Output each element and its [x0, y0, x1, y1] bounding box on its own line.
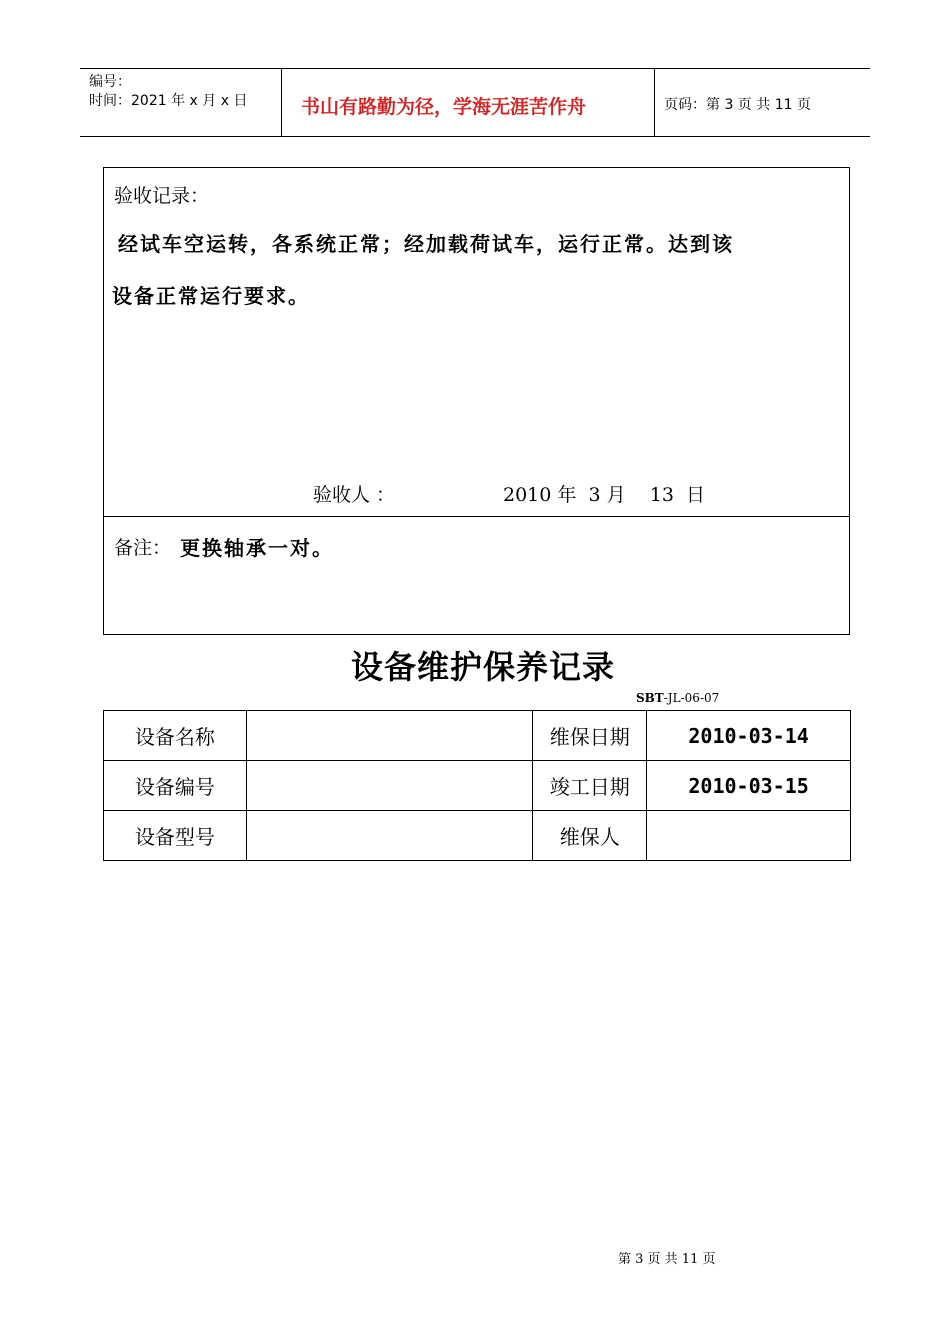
- document-title: 设备维护保养记录: [351, 648, 616, 686]
- maintainer-label: 维保人: [533, 811, 647, 861]
- completion-date-value: 2010-03-15: [647, 761, 851, 811]
- header-number: 编号：: [89, 74, 131, 90]
- header-top-rule: [80, 68, 870, 69]
- header-divider-right: [654, 68, 655, 136]
- acceptor-label: 验收人 ：: [313, 484, 396, 506]
- acceptance-divider: [103, 516, 850, 517]
- table-row: [104, 711, 851, 761]
- header-page-info: 页码：第 3 页 共 11 页: [664, 97, 811, 113]
- equipment-model-label: 设备型号: [104, 811, 247, 861]
- maintainer-value: [647, 811, 851, 861]
- maintenance-table: [103, 710, 851, 861]
- equipment-name-value: [246, 711, 533, 761]
- acceptance-record-label: 验收记录：: [114, 185, 210, 207]
- maintenance-date-value: 2010-03-14: [647, 711, 851, 761]
- equipment-number-label: 设备编号: [104, 761, 247, 811]
- completion-date-label: 竣工日期: [533, 761, 647, 811]
- header-time: 时间：2021 年 x 月 x 日: [89, 93, 248, 109]
- form-code-suffix: -JL-06-07: [663, 691, 720, 705]
- equipment-name-label: 设备名称: [104, 711, 247, 761]
- acceptance-date: 2010 年 3 月 13 日: [503, 484, 706, 506]
- header-bottom-rule: [80, 136, 870, 137]
- remarks-text: 更换轴承一对。: [180, 536, 334, 560]
- equipment-number-value: [246, 761, 533, 811]
- acceptance-record-line1: 经试车空运转，各系统正常；经加载荷试车，运行正常。达到该: [118, 232, 734, 256]
- page-footer: 第 3 页 共 11 页: [618, 1252, 716, 1267]
- acceptance-record-line2: 设备正常运行要求。: [112, 284, 310, 308]
- equipment-model-value: [246, 811, 533, 861]
- table-row: [104, 811, 851, 861]
- table-row: [104, 761, 851, 811]
- header-motto: 书山有路勤为径，学海无涯苦作舟: [301, 96, 587, 118]
- remarks-label: 备注：: [114, 537, 172, 559]
- form-code: [636, 691, 719, 705]
- form-code-prefix: SBT: [636, 691, 664, 705]
- header-divider-left: [281, 68, 282, 136]
- maintenance-date-label: 维保日期: [533, 711, 647, 761]
